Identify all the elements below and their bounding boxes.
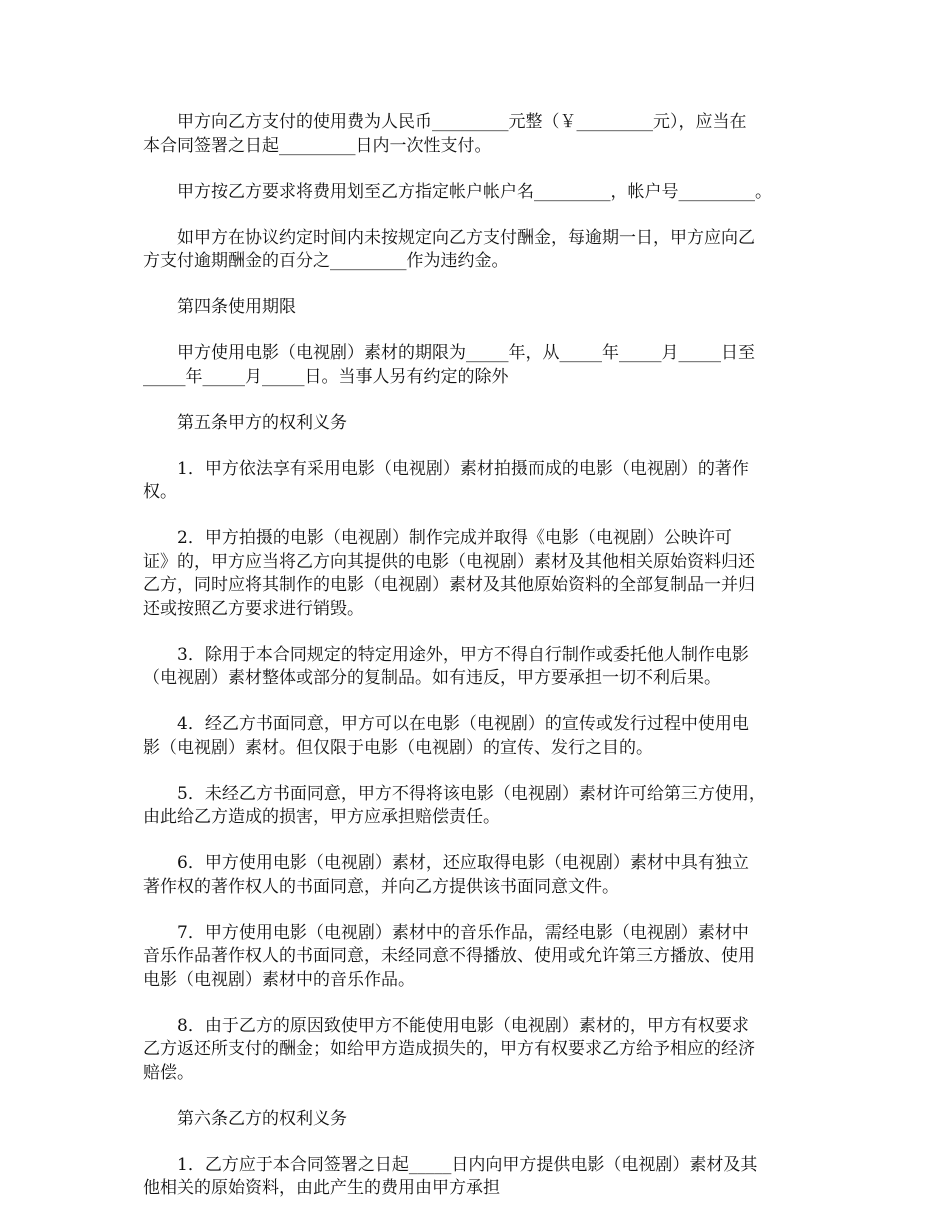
text-line: 7．甲方使用电影（电视剧）素材中的音乐作品，需经电影（电视剧）素材中 [177, 922, 749, 943]
text-line: 证》的，甲方应当将乙方向其提供的电影（电视剧）素材及其他相关原始资料归还 [143, 551, 755, 572]
text-line: （电视剧）素材整体或部分的复制品。如有违反，甲方要承担一切不利后果。 [143, 668, 721, 688]
text-line: 音乐作品著作权人的书面同意，未经同意不得播放、使用或允许第三方播放、使用 [143, 946, 755, 966]
text-line: 4．经乙方书面同意，甲方可以在电影（电视剧）的宣传或发行过程中使用电 [177, 714, 749, 734]
text-line: 5．未经乙方书面同意，甲方不得将该电影（电视剧）素材许可给第三方使用， [177, 783, 766, 804]
article-5-item-3 [143, 644, 815, 691]
text-line: 甲方使用电影（电视剧）素材的期限为_____年，从_____年_____月_____日至 [177, 343, 755, 363]
article-5-item-1 [143, 458, 815, 505]
text-line: 方支付逾期酬金的百分之_________作为违约金。 [143, 251, 509, 271]
text-line: 2．甲方拍摄的电影（电视剧）制作完成并取得《电影（电视剧）公映许可 [177, 528, 732, 548]
payment-amount-paragraph [143, 111, 815, 158]
usage-period-paragraph [143, 342, 815, 389]
article-5-item-5 [143, 783, 815, 830]
text-line: 权。 [143, 482, 177, 502]
text-line: 3．除用于本合同规定的特定用途外，甲方不得自行制作或委托他人制作电影 [177, 644, 749, 665]
text-line: 6．甲方使用电影（电视剧）素材，还应取得电影（电视剧）素材中具有独立 [177, 853, 749, 873]
text-line: 乙方返还所支付的酬金；如给甲方造成损失的，甲方有权要求乙方给予相应的经济 [143, 1039, 755, 1059]
contract-document-page [143, 111, 815, 1201]
article-4-heading [143, 296, 815, 320]
article-5-item-6 [143, 852, 815, 899]
text-line: 乙方，同时应将其制作的电影（电视剧）素材及其他原始资料的全部复制品一并归 [143, 575, 755, 595]
section-heading: 第四条使用期限 [177, 297, 296, 317]
article-6-item-1 [143, 1154, 815, 1201]
article-5-heading [143, 412, 815, 436]
text-line: 1．乙方应于本合同签署之日起_____日内向甲方提供电影（电视剧）素材及其 [177, 1154, 758, 1175]
late-payment-penalty-paragraph [143, 227, 815, 274]
text-line: 他相关的原始资料，由此产生的费用由甲方承担 [143, 1178, 500, 1198]
article-5-item-7 [143, 922, 815, 993]
article-5-item-8 [143, 1015, 815, 1086]
text-line: 8．由于乙方的原因致使甲方不能使用电影（电视剧）素材的，甲方有权要求 [177, 1015, 749, 1036]
text-line: 还或按照乙方要求进行销毁。 [143, 598, 364, 619]
text-line: 本合同签署之日起_________日内一次性支付。 [143, 135, 492, 156]
text-line: 赔偿。 [143, 1062, 194, 1083]
text-line: 由此给乙方造成的损害，甲方应承担赔偿责任。 [143, 807, 500, 827]
text-line: 1．甲方依法享有采用电影（电视剧）素材拍摄而成的电影（电视剧）的著作 [177, 458, 749, 479]
payment-account-paragraph [143, 181, 815, 205]
text-line: 著作权的著作权人的书面同意，并向乙方提供该书面同意文件。 [143, 876, 619, 897]
text-line: 影（电视剧）素材。但仅限于电影（电视剧）的宣传、发行之目的。 [143, 737, 653, 758]
text-line: 甲方向乙方支付的使用费为人民币_________元整（￥_________元），应当在 [177, 112, 747, 132]
text-line: _____年_____月_____日。当事人另有约定的除外 [143, 366, 509, 387]
text-line: 电影（电视剧）素材中的音乐作品。 [143, 969, 415, 990]
text-line: 甲方按乙方要求将费用划至乙方指定帐户帐户名_________，帐户号_________。 [177, 181, 772, 202]
article-6-heading [143, 1108, 815, 1132]
text-line: 如甲方在协议约定时间内未按规定向乙方支付酬金，每逾期一日，甲方应向乙 [177, 227, 755, 248]
section-heading: 第六条乙方的权利义务 [177, 1108, 347, 1129]
article-5-item-4 [143, 713, 815, 760]
section-heading: 第五条甲方的权利义务 [177, 412, 347, 433]
article-5-item-2 [143, 527, 815, 621]
